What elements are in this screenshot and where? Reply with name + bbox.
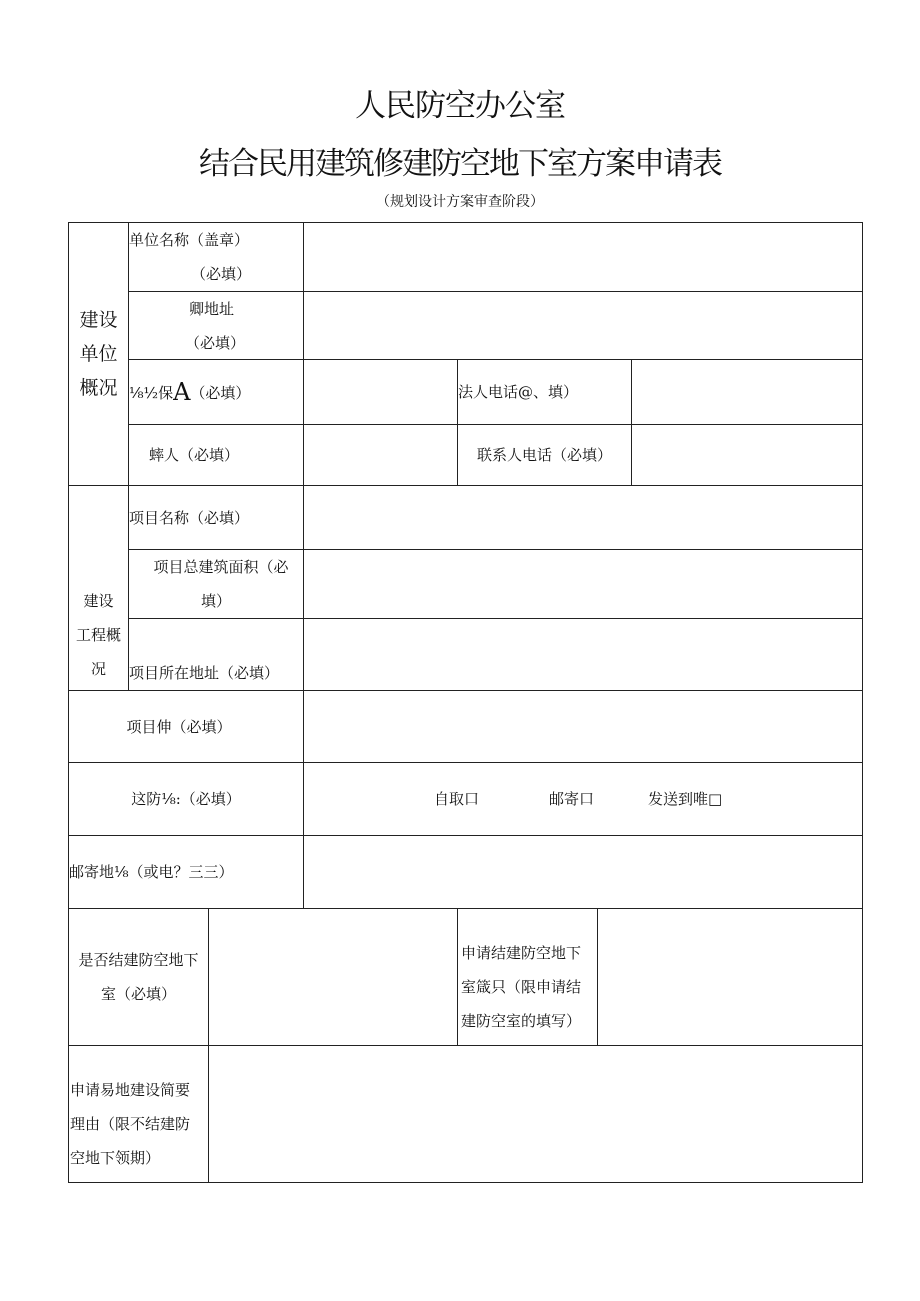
form-subtitle: （规划设计方案审查阶段） xyxy=(376,194,544,210)
project-name-field[interactable] xyxy=(304,486,862,549)
label-line: 申请结建防空地下 xyxy=(461,944,582,962)
section-label-line: 况 xyxy=(90,660,106,678)
label-line: 理由（限不结建防 xyxy=(70,1115,191,1133)
grid-line xyxy=(862,222,863,1183)
label-text: 这防⅛:（必填） xyxy=(131,790,241,808)
label-line: 室（必填） xyxy=(100,985,176,1003)
total-area-field[interactable] xyxy=(304,550,862,618)
project-address-label xyxy=(129,619,303,690)
label-line: 空地下领期） xyxy=(70,1149,161,1167)
form-title: 结合民用建筑修建防空地下室方案申请表 xyxy=(199,146,721,182)
mail-address-label xyxy=(69,836,303,908)
label-line: （必填） xyxy=(191,265,252,283)
section-label-line: 概况 xyxy=(79,377,118,399)
label-line: 项目总建筑面积（必 xyxy=(153,558,289,576)
legal-phone-field[interactable] xyxy=(632,360,862,424)
label-text: 项目名称（必填） xyxy=(129,508,250,527)
section-label-line: 单位 xyxy=(79,343,118,365)
unit-name-field[interactable] xyxy=(304,223,862,291)
combined-build-label xyxy=(69,909,208,1045)
legal-rep-label xyxy=(129,360,303,424)
legal-rep-field[interactable] xyxy=(304,360,457,424)
total-area-label xyxy=(129,550,303,618)
contact-phone-label xyxy=(458,425,631,485)
page-title: 人民防空办公室 xyxy=(355,88,565,124)
project-extra-field[interactable] xyxy=(304,691,862,762)
section-label-project xyxy=(69,486,128,690)
label-text: A xyxy=(173,377,191,406)
relocation-reason-field[interactable] xyxy=(209,1046,862,1182)
apply-combined-label xyxy=(458,909,597,1045)
label-line: 单位名称（盖章） xyxy=(129,231,250,249)
label-line: 是否结建防空地下 xyxy=(78,951,199,969)
section-label-line: 建设 xyxy=(83,592,114,610)
label-line: 申请易地建设简要 xyxy=(70,1081,191,1099)
label-text: 联系人电话（必填） xyxy=(476,446,612,464)
apply-combined-field[interactable] xyxy=(598,909,862,1045)
label-line: （必填） xyxy=(185,333,246,352)
contact-phone-field[interactable] xyxy=(632,425,862,485)
grid-line xyxy=(68,1182,863,1183)
unit-address-field[interactable] xyxy=(304,292,862,359)
label-line: 卿地址 xyxy=(189,299,235,318)
section-label-unit xyxy=(69,223,128,485)
unit-address-label xyxy=(129,292,303,359)
section-label-line: 工程概 xyxy=(75,626,121,644)
project-name-label xyxy=(129,486,303,549)
label-line: 室箴只（限申请结 xyxy=(461,978,582,996)
label-text: 项目所在地址（必填） xyxy=(129,664,280,682)
contact-field[interactable] xyxy=(304,425,457,485)
label-text: 项目伸（必填） xyxy=(126,717,232,736)
project-address-field[interactable] xyxy=(304,619,862,690)
label-text: 邮寄地⅛（或电？三三） xyxy=(69,863,234,881)
unit-name-label xyxy=(129,223,303,291)
label-line: 建防空室的填写） xyxy=(461,1012,582,1030)
delivery-option-pickup[interactable]: 自取口 xyxy=(434,790,480,808)
relocation-reason-label xyxy=(69,1046,208,1182)
delivery-options xyxy=(304,763,862,835)
combined-build-field[interactable] xyxy=(209,909,457,1045)
label-text: 法人电话@、填） xyxy=(458,383,579,401)
label-line: 填） xyxy=(200,592,231,610)
delivery-option-send[interactable]: 发送到唯□ xyxy=(648,790,723,808)
label-text: （必填） xyxy=(190,383,251,402)
legal-phone-label xyxy=(458,360,631,424)
contact-label xyxy=(129,425,303,485)
label-text: 蟀人（必填） xyxy=(149,446,240,464)
mail-address-field[interactable] xyxy=(304,836,862,908)
delivery-label xyxy=(69,763,303,835)
section-label-line: 建设 xyxy=(79,309,118,331)
label-text: ⅛½保 xyxy=(129,383,174,402)
delivery-option-mail[interactable]: 邮寄口 xyxy=(549,790,595,808)
project-extra-label xyxy=(69,691,303,762)
